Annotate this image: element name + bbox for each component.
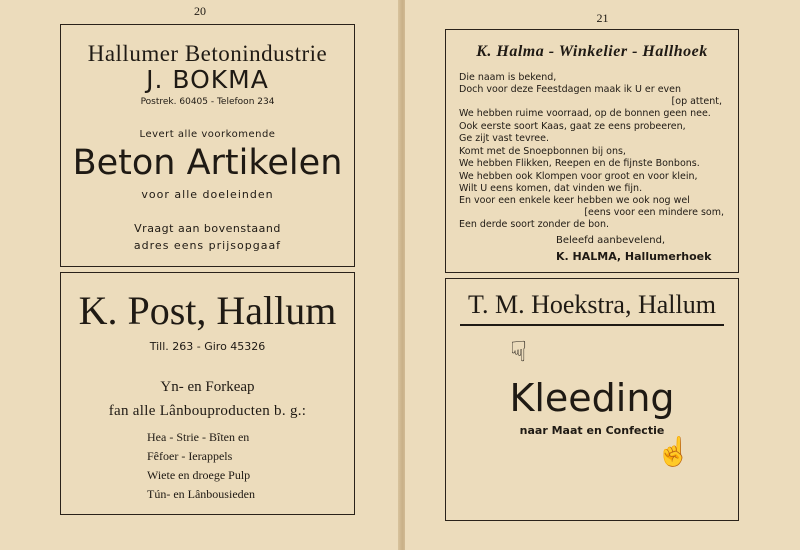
ad-post: [60, 272, 355, 515]
ad-hoekstra-rule: [460, 324, 724, 326]
pointing-hand-up-icon: ☝: [656, 437, 691, 468]
ad-post-contact: Till. 263 - Giro 45326: [149, 340, 266, 353]
ad-halma-poem-line: We hebben ook Klompen voor groot en voor klein,: [459, 171, 698, 182]
page-number-left: 20: [194, 4, 206, 18]
ad-halma-poem-line: Ook eerste soort Kaas, gaat ze eens probeeren,: [459, 121, 686, 132]
ad-bokma-headline: Beton Artikelen: [72, 143, 343, 183]
ad-halma-signature: K. HALMA, Hallumerhoek: [556, 250, 712, 263]
ad-bokma-name: J. BOKMA: [146, 65, 269, 94]
ad-hoekstra-subline: naar Maat en Confectie: [519, 424, 665, 437]
ad-post-item: Tún- en Lânbousieden: [147, 487, 255, 501]
ad-bokma-subline: voor alle doeleinden: [141, 188, 274, 201]
ad-halma-poem-line: Een derde soort zonder de bon.: [459, 219, 610, 230]
ad-halma-poem-line: [eens voor een mindere som,: [584, 207, 724, 218]
ad-halma-poem-line: We hebben ruime voorraad, op de bonnen geen nee.: [459, 108, 711, 119]
ad-bokma-note-2: adres eens prijsopgaaf: [133, 239, 282, 252]
ad-halma-poem-line: Komt met de Snoepbonnen bij ons,: [459, 146, 626, 157]
pointing-hand-down-icon: ☟: [510, 337, 528, 368]
ad-halma-poem-line: We hebben Flikken, Reepen en de fijnste Bonbons.: [459, 158, 700, 169]
ad-bokma-line1: Hallumer Betonindustrie: [87, 41, 328, 66]
ad-post-item: Hea - Strie - Bîten en: [147, 430, 250, 444]
ad-post-name: K. Post, Hallum: [78, 288, 337, 333]
page-number-right: 21: [596, 11, 609, 25]
ad-halma: [445, 29, 739, 273]
ad-halma-poem-line: En voor een enkele keer hebben we ook nog wel: [459, 195, 690, 206]
ad-post-item: Wiete en droege Pulp: [147, 468, 251, 482]
ad-bokma-contact: Postrek. 60405 - Telefoon 234: [140, 97, 275, 107]
ad-post-line2: fan alle Lânbouproducten b. g.:: [108, 403, 307, 419]
ad-halma-poem-line: Doch voor deze Feestdagen maak ik U er even: [459, 84, 682, 95]
ad-post-line1: Yn- en Forkeap: [160, 379, 255, 395]
right-page: [405, 0, 800, 550]
ad-bokma: [60, 24, 355, 267]
ad-halma-poem-line: Wilt U eens komen, dat vinden we fijn.: [459, 183, 643, 194]
ad-post-item: Fêfoer - Ierappels: [147, 449, 233, 463]
ad-bokma-note-1: Vraagt aan bovenstaand: [134, 222, 281, 235]
ad-halma-poem-line: [op attent,: [671, 96, 722, 107]
ad-hoekstra-headline: Kleeding: [509, 376, 675, 420]
ad-hoekstra: [445, 278, 739, 521]
ad-halma-closing: Beleefd aanbevelend,: [556, 235, 666, 246]
ad-halma-poem-line: Die naam is bekend,: [459, 72, 557, 83]
ad-bokma-tagline: Levert alle voorkomende: [139, 129, 276, 140]
ad-hoekstra-name: T. M. Hoekstra, Hallum: [468, 290, 716, 319]
ad-halma-poem-line: Ge zijt vast tevree.: [459, 133, 549, 144]
ad-halma-header: K. Halma - Winkelier - Hallhoek: [476, 43, 708, 60]
